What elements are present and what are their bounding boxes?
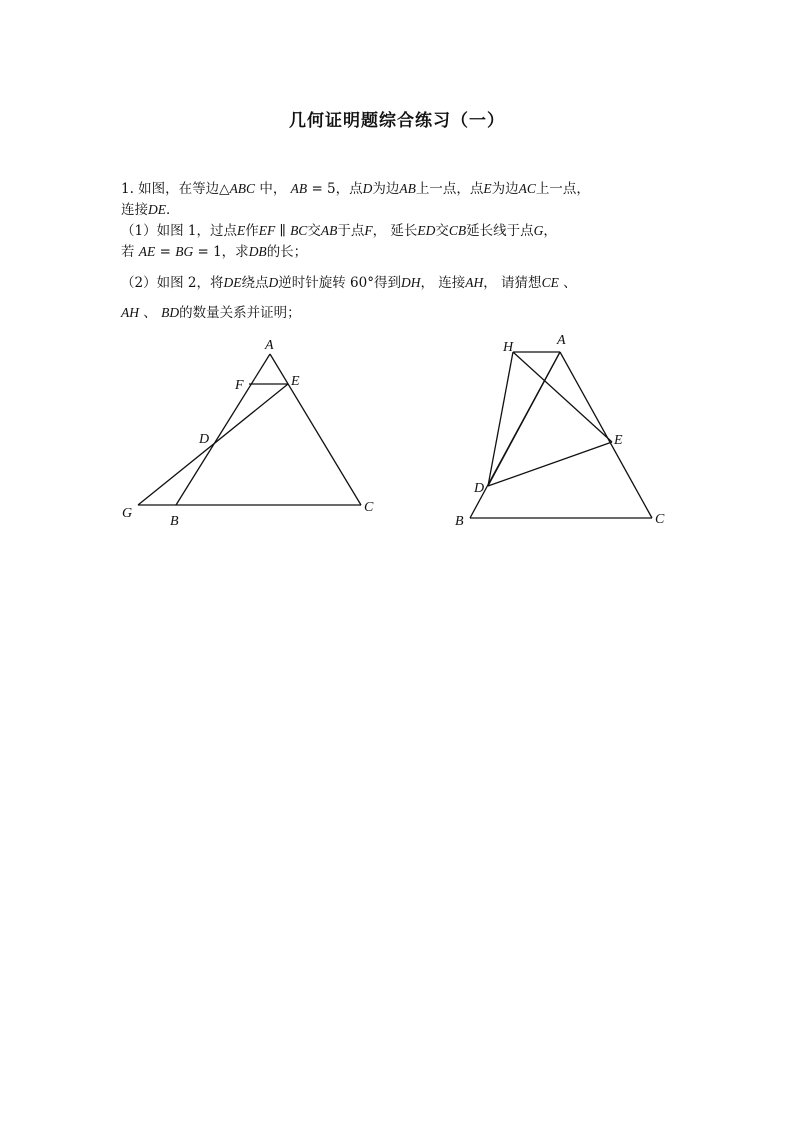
segment-he — [513, 352, 612, 442]
label-e-2: E — [614, 433, 623, 448]
label-h-2: H — [503, 340, 514, 355]
label-d-2: D — [474, 481, 485, 496]
problem-line-3: （1）如图 1，过点E作EF ∥ BC交AB于点F， 延长ED交CB延长线于点G， — [121, 223, 557, 239]
problem-line-1: 1. 如图，在等边△ABC 中， AB = 5，点D为边AB上一点，点E为边AC上一点， — [121, 181, 590, 197]
figure-2-lines — [470, 352, 652, 518]
problem-line-2: 连接DE． — [121, 202, 180, 218]
segment-hd — [488, 352, 513, 486]
label-c: C — [364, 500, 374, 515]
segment-de — [488, 442, 612, 486]
label-d: D — [199, 432, 210, 447]
label-g: G — [122, 506, 133, 521]
label-b-2: B — [455, 514, 464, 529]
label-b: B — [170, 514, 179, 529]
problem-line-6: AH 、 BD的数量关系并证明； — [121, 305, 301, 321]
label-a-2: A — [557, 333, 566, 348]
label-e: E — [291, 374, 300, 389]
segment-da — [488, 352, 560, 486]
problem-line-4: 若 AE = BG = 1，求DB的长； — [121, 244, 308, 260]
page-title: 几何证明题综合练习（一） — [289, 111, 505, 131]
label-f: F — [235, 378, 244, 393]
label-c-2: C — [655, 512, 665, 527]
problem-line-5: （2）如图 2，将DE绕点D逆时针旋转 60°得到DH， 连接AH， 请猜想CE 、 — [121, 275, 577, 291]
label-a: A — [265, 338, 274, 353]
segment-ac-2 — [560, 352, 652, 518]
